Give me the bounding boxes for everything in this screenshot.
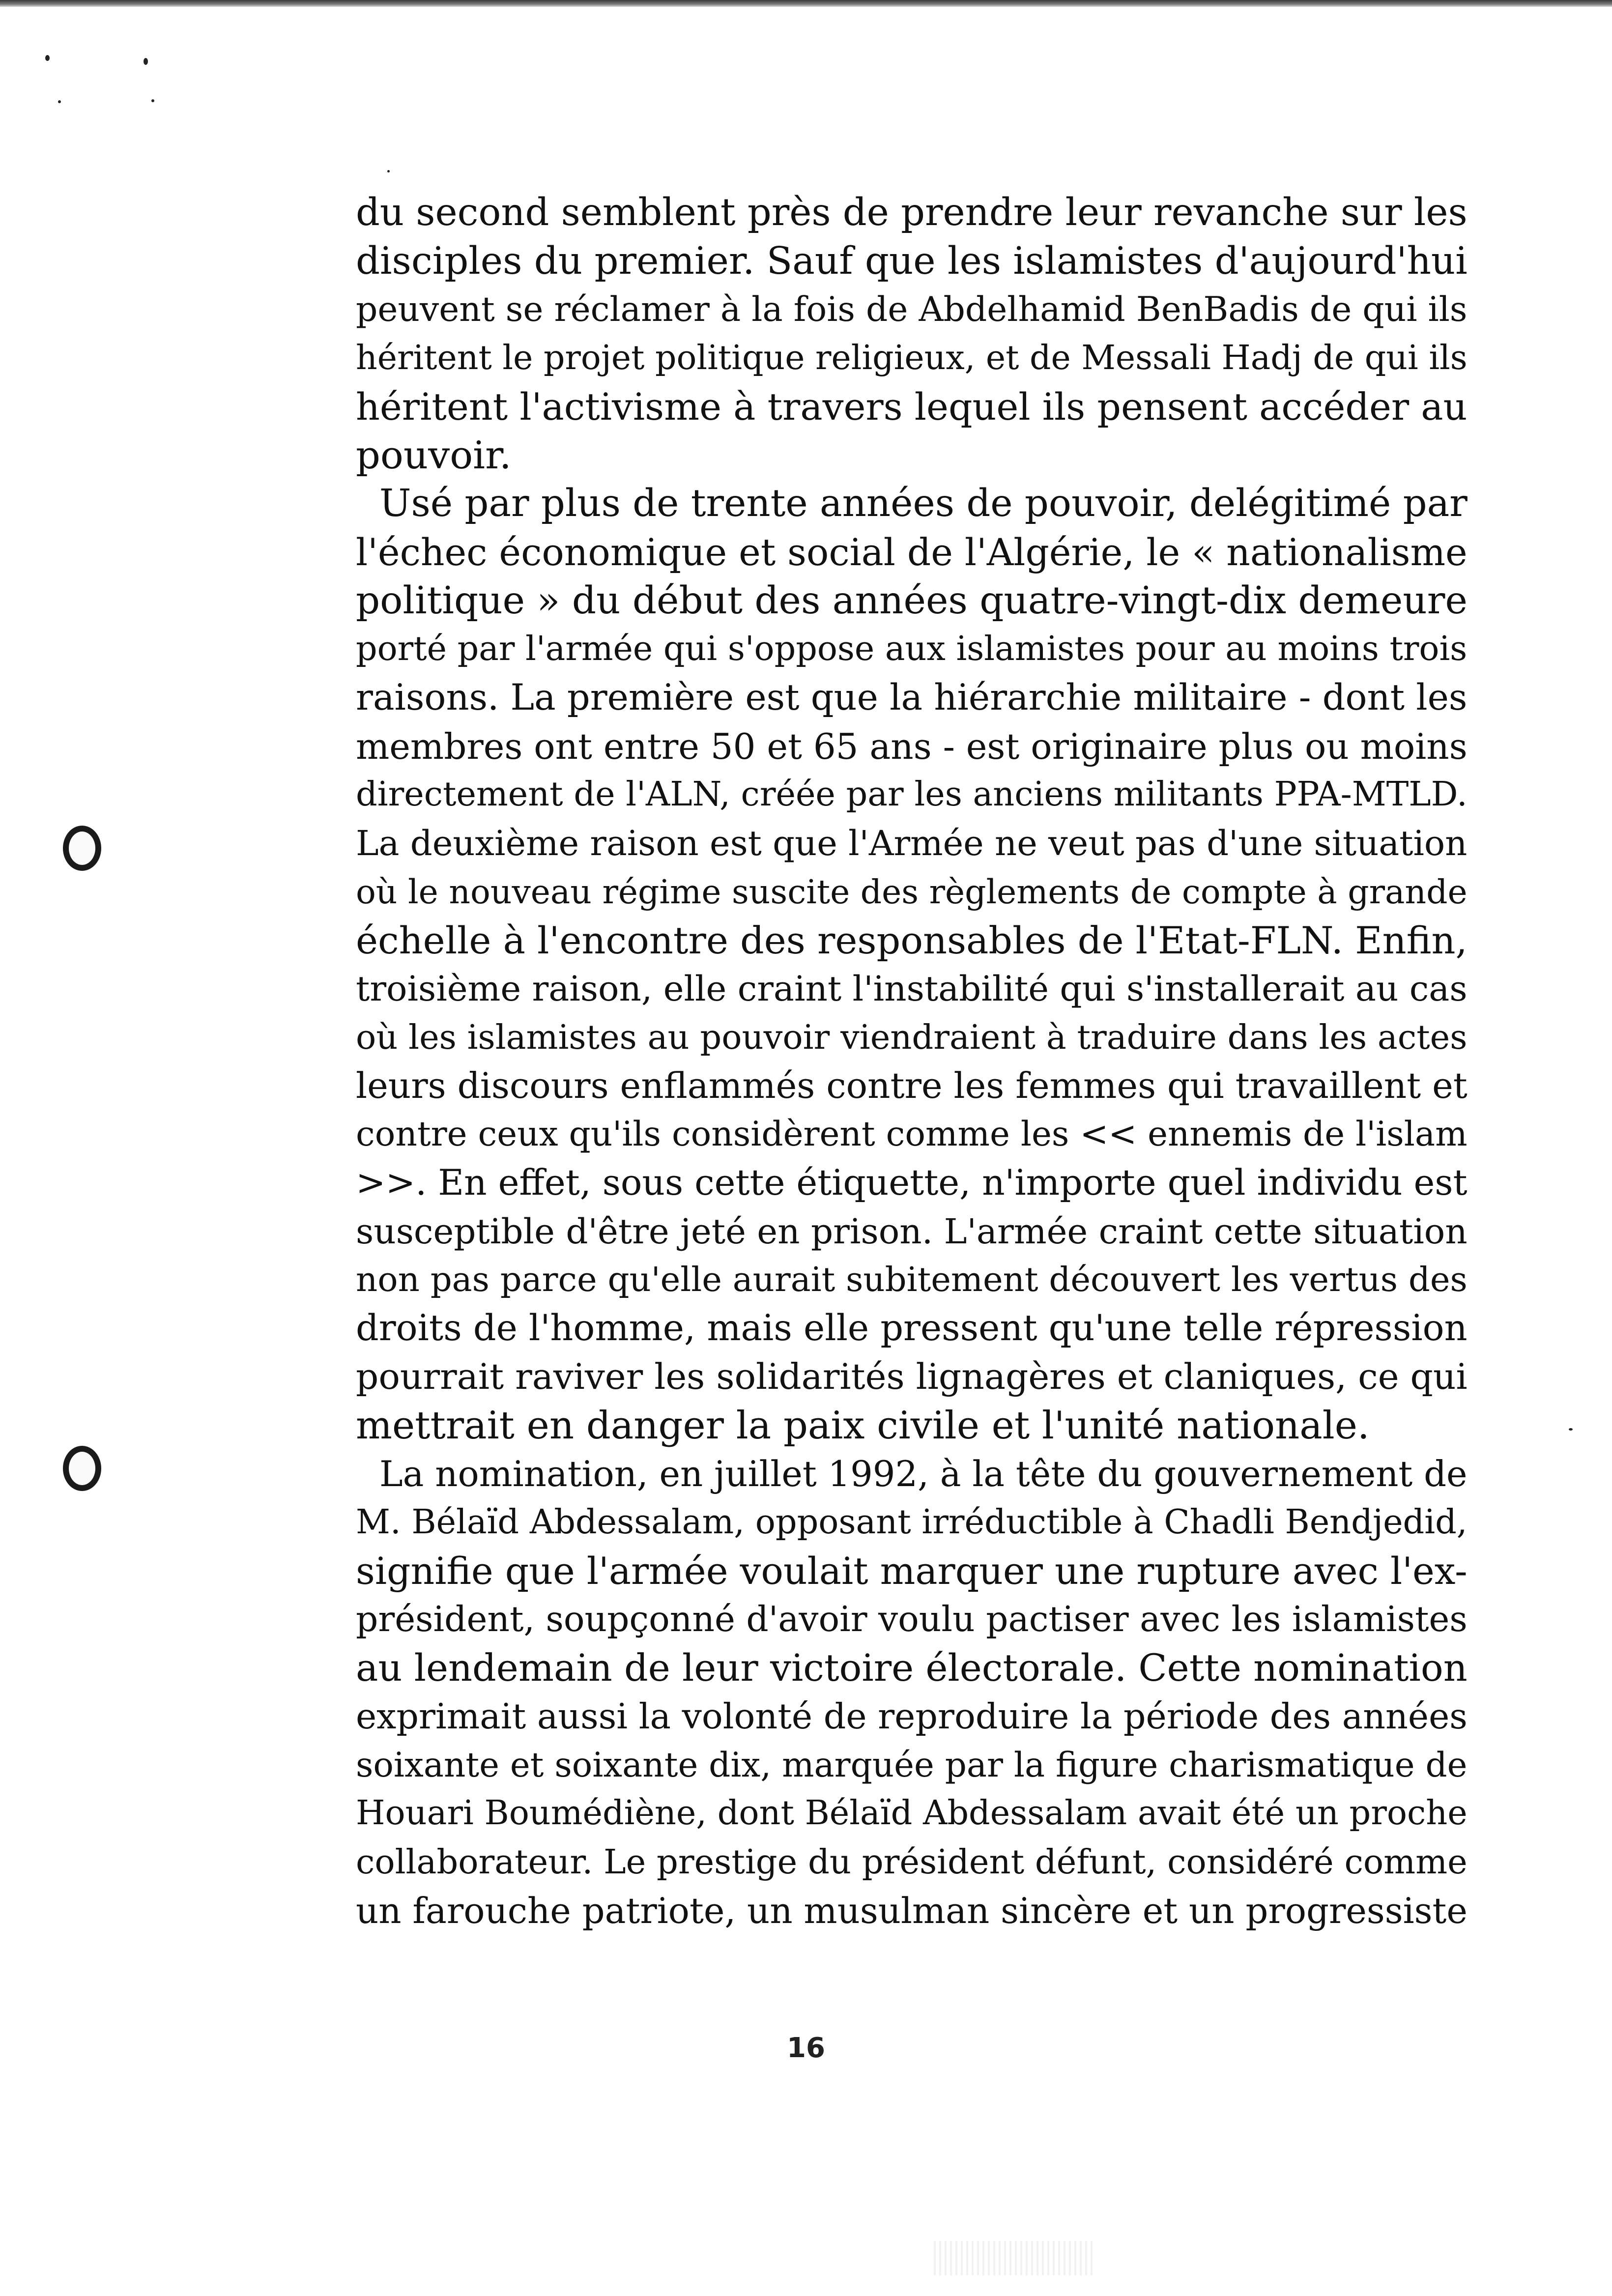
- text-line: Houari Boumédiène, dont Bélaïd Abdessalam avait été un proche: [356, 1794, 1468, 1833]
- text-line: susceptible d'être jeté en prison. L'armée craint cette situation: [356, 1210, 1468, 1252]
- text-line: non pas parce qu'elle aurait subitement découvert les vertus des: [356, 1260, 1468, 1300]
- text-line: pouvoir.: [356, 433, 512, 478]
- scan-speck: [144, 58, 148, 65]
- text-line: troisième raison, elle craint l'instabilité qui s'installerait au cas: [356, 969, 1468, 1009]
- text-line: disciples du premier. Sauf que les islamistes d'aujourd'hui: [356, 239, 1468, 283]
- text-line: La deuxième raison est que l'Armée ne veut pas d'une situation: [356, 823, 1468, 864]
- text-line: peuvent se réclamer à la fois de Abdelhamid BenBadis de qui ils: [356, 290, 1468, 330]
- paragraph-2: [356, 480, 1468, 1450]
- text-line: M. Bélaïd Abdessalam, opposant irréductible à Chadli Bendjedid,: [356, 1502, 1468, 1542]
- text-line: où le nouveau régime suscite des règlements de compte à grande: [356, 872, 1468, 911]
- text-line: l'échec économique et social de l'Algérie, le « nationalisme: [356, 530, 1468, 574]
- text-line: soixante et soixante dix, marquée par la figure charismatique de: [356, 1745, 1468, 1785]
- text-line: pourrait raviver les solidarités lignagères et claniques, ce qui: [356, 1356, 1468, 1398]
- text-line: Usé par plus de trente années de pouvoir, delégitimé par: [379, 482, 1468, 526]
- punch-hole-lower: [63, 1446, 101, 1491]
- scan-speck: [45, 55, 50, 61]
- text-line: contre ceux qu'ils considèrent comme les << ennemis de l'islam: [356, 1115, 1468, 1154]
- text-line: directement de l'ALN, créée par les anciens militants PPA-MTLD.: [356, 775, 1468, 814]
- scan-speck: [151, 99, 154, 102]
- text-line: droits de l'homme, mais elle pressent qu'une telle répression: [356, 1307, 1468, 1349]
- text-line: La nomination, en juillet 1992, à la tête du gouvernement de: [379, 1453, 1468, 1495]
- text-line: porté par l'armée qui s'oppose aux islamistes pour au moins trois: [356, 630, 1468, 669]
- text-line: politique » du début des années quatre-vingt-dix demeure: [356, 578, 1468, 623]
- page-number: 16: [787, 2032, 825, 2064]
- scan-speck: [58, 100, 61, 103]
- punch-hole-upper: [63, 826, 101, 871]
- text-line: héritent le projet politique religieux, et de Messali Hadj de qui ils: [356, 339, 1468, 378]
- scan-speck: [387, 170, 390, 172]
- scan-speck: [1569, 1428, 1573, 1431]
- text-line: un farouche patriote, un musulman sincère et un progressiste: [356, 1890, 1468, 1931]
- paragraph-1: [356, 189, 1468, 480]
- text-line: membres ont entre 50 et 65 ans - est originaire plus ou moins: [356, 725, 1468, 767]
- text-line: leurs discours enflammés contre les femmes qui travaillent et: [356, 1065, 1468, 1107]
- text-line: échelle à l'encontre des responsables de l'Etat-FLN. Enfin,: [356, 918, 1468, 962]
- text-line: du second semblent près de prendre leur revanche sur les: [356, 191, 1468, 234]
- text-line: président, soupçonné d'avoir voulu pactiser avec les islamistes: [356, 1599, 1468, 1640]
- text-line: collaborateur. Le prestige du président défunt, considéré comme: [356, 1842, 1468, 1882]
- text-line: mettrait en danger la paix civile et l'unité nationale.: [356, 1403, 1370, 1448]
- text-line: >>. En effet, sous cette étiquette, n'importe quel individu est: [356, 1162, 1468, 1204]
- text-line: héritent l'activisme à travers lequel ils pensent accéder au: [356, 385, 1468, 429]
- text-line: raisons. La première est que la hiérarchie militaire - dont les: [356, 677, 1468, 719]
- text-line: au lendemain de leur victoire électorale. Cette nomination: [356, 1646, 1468, 1690]
- text-line: où les islamistes au pouvoir viendraient à traduire dans les actes: [356, 1017, 1468, 1057]
- scan-top-edge: [0, 0, 1612, 7]
- body-text: [356, 189, 1468, 1935]
- paragraph-3: [356, 1450, 1468, 1935]
- text-line: signifie que l'armée voulait marquer une rupture avec l'ex-: [356, 1549, 1468, 1593]
- text-line: exprimait aussi la volonté de reproduire la période des années: [356, 1695, 1468, 1737]
- scan-artifact: [934, 2241, 1096, 2275]
